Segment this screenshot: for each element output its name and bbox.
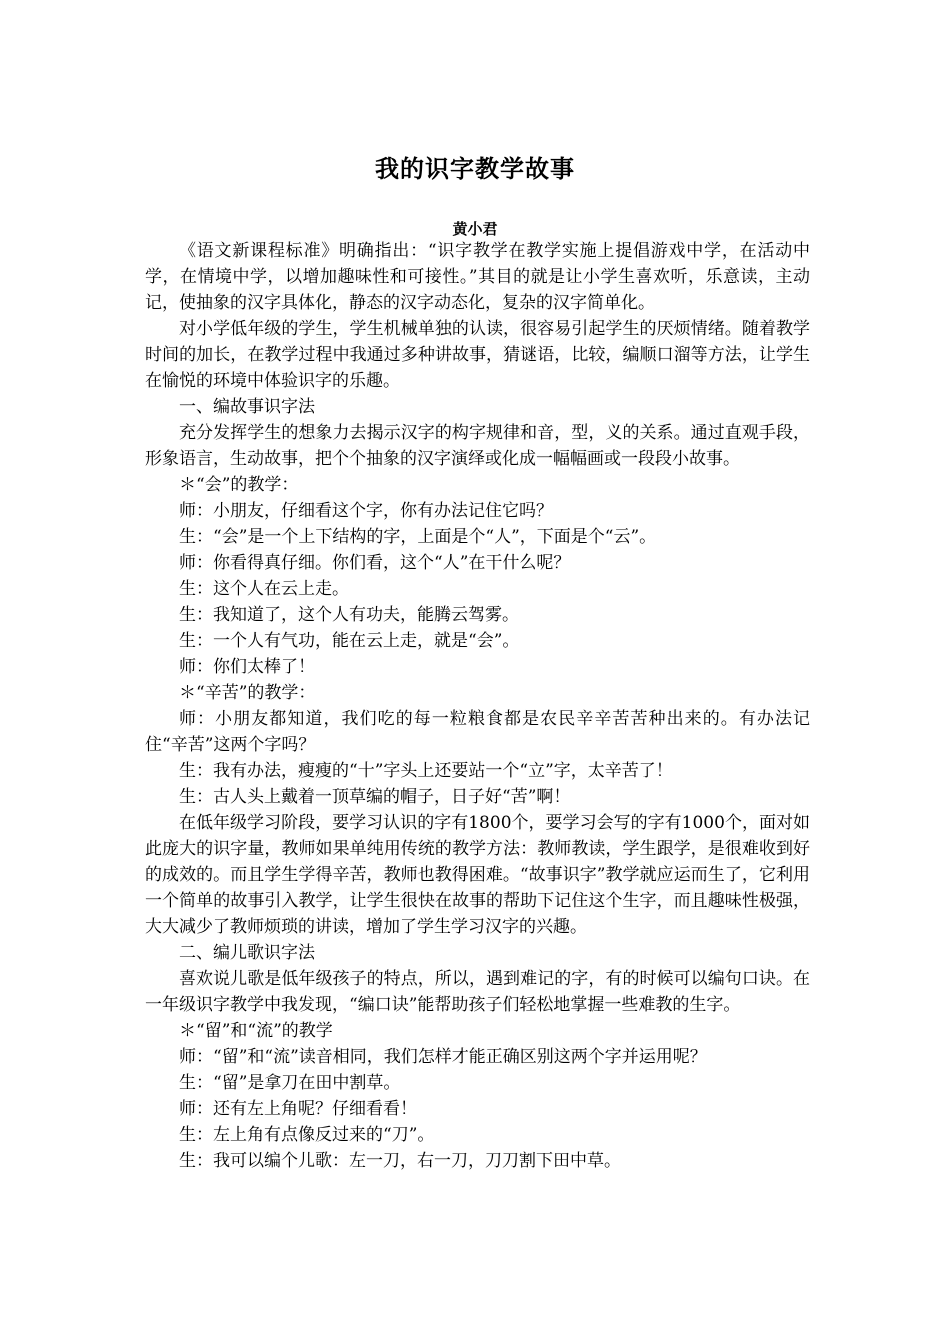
example-heading: ＊“辛苦”的教学： xyxy=(179,683,316,703)
dialogue-line: 生：“会”是一个上下结构的字，上面是个“人”，下面是个“云”。 xyxy=(179,527,657,547)
dialogue-line: 师：小朋友都知道，我们吃的每一粒粮食都是农民辛辛苦苦种出来的。有办法记住“辛苦”这两个字吗？ xyxy=(145,709,810,755)
dialogue-line: 生：这个人在云上走。 xyxy=(179,579,349,599)
document-body xyxy=(145,238,810,1174)
dialogue-line: 生：左上角有点像反过来的“刀”。 xyxy=(179,1125,435,1145)
paragraph: 充分发挥学生的想象力去揭示汉字的构字规律和音，型，义的关系。通过直观手段，形象语言，生动故事，把个个抽象的汉字演绎或化成一幅幅画或一段段小故事。 xyxy=(145,423,810,469)
dialogue-line: 生：古人头上戴着一顶草编的帽子，日子好“苦”啊！ xyxy=(179,787,571,807)
paragraph: 《语文新课程标准》明确指出：“识字教学在教学实施上提倡游戏中学，在活动中学，在情境中学，以增加趣味性和可接性。”其目的就是让小学生喜欢听，乐意读，主动记，使抽象的汉字具体化，静态的汉字动态化，复杂的汉字简单化。 xyxy=(145,241,810,313)
paragraph: 对小学低年级的学生，学生机械单独的认读，很容易引起学生的厌烦情绪。随着教学时间的加长，在教学过程中我通过多种讲故事，猜谜语，比较，编顺口溜等方法，让学生在愉悦的环境中体验识字的乐趣。 xyxy=(145,319,810,391)
dialogue-line: 师：你们太棒了！ xyxy=(179,657,315,677)
dialogue-line: 生：我知道了，这个人有功夫，能腾云驾雾。 xyxy=(179,605,519,625)
section-heading: 二、编儿歌识字法 xyxy=(179,943,315,963)
dialogue-line: 师：还有左上角呢？仔细看看！ xyxy=(179,1099,417,1119)
example-heading: ＊“会”的教学： xyxy=(179,475,299,495)
dialogue-line: 师：你看得真仔细。你们看，这个“人”在干什么呢？ xyxy=(179,553,571,573)
paragraph: 喜欢说儿歌是低年级孩子的特点，所以，遇到难记的字，有的时候可以编句口诀。在一年级识字教学中我发现，“编口诀”能帮助孩子们轻松地掌握一些难教的生字。 xyxy=(145,969,810,1015)
section-heading: 一、编故事识字法 xyxy=(179,397,315,417)
dialogue-line: 师：“留”和“流”读音相同，我们怎样才能正确区别这两个字并运用呢？ xyxy=(179,1047,707,1067)
dialogue-line: 生：我可以编个儿歌：左一刀，右一刀，刀刀割下田中草。 xyxy=(179,1151,621,1171)
dialogue-line: 生：“留”是拿刀在田中割草。 xyxy=(179,1073,401,1093)
dialogue-line: 生：我有办法，瘦瘦的“十”字头上还要站一个“立”字，太辛苦了！ xyxy=(179,761,673,781)
dialogue-line: 生：一个人有气功，能在云上走，就是“会”。 xyxy=(179,631,520,651)
paragraph: 在低年级学习阶段，要学习认识的字有1800个，要学习会写的字有1000个，面对如此庞大的识字量，教师如果单纯用传统的教学方法：教师教读，学生跟学，是很难收到好的成效的。而且学生学得辛苦，教师也教得困难。“故事识字”教学就应运而生了，它利用一个简单的故事引入教学，让学生很快在故事的帮助下记住这个生字，而且趣味性极强，大大减少了教师烦琐的讲读，增加了学生学习汉字的兴趣。 xyxy=(145,813,810,937)
author-name: 黄小君 xyxy=(452,220,498,238)
example-heading: ＊“留”和“流”的教学 xyxy=(179,1021,333,1041)
document-title: 我的识字教学故事 xyxy=(375,155,575,183)
dialogue-line: 师：小朋友，仔细看这个字，你有办法记住它吗？ xyxy=(179,501,553,521)
